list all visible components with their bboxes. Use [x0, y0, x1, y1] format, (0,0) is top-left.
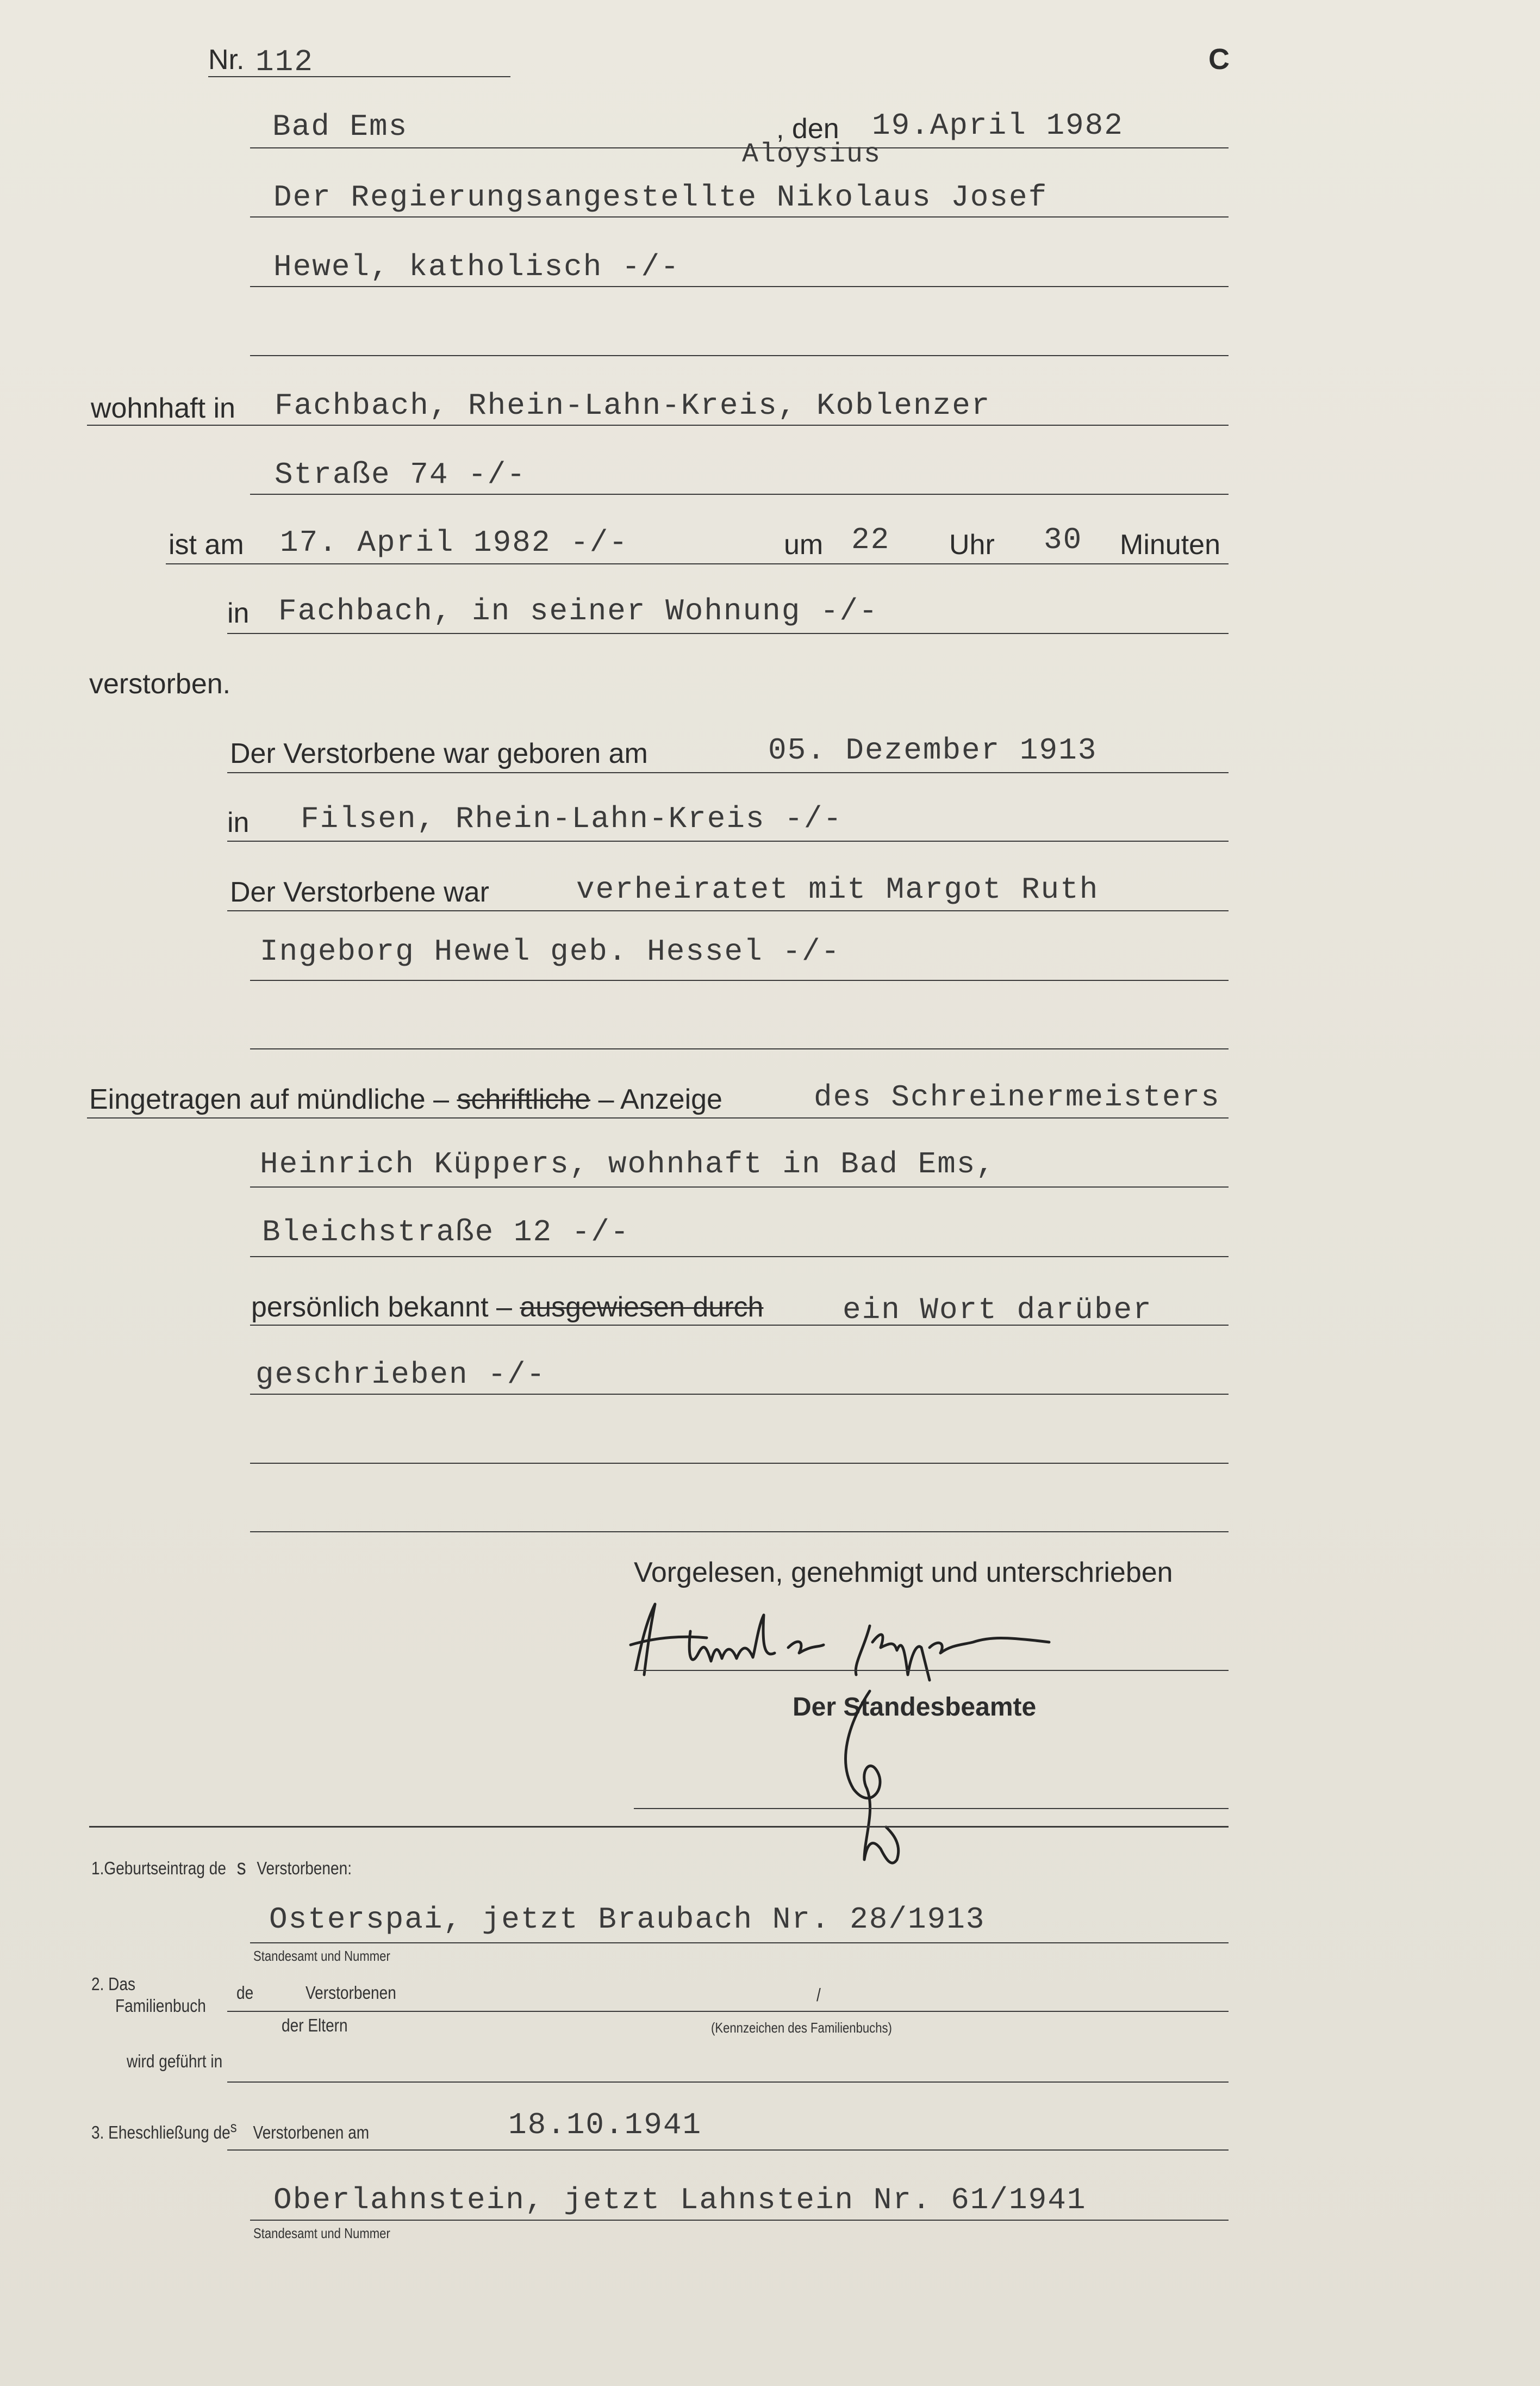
time-minutes: 30: [1044, 523, 1083, 557]
person-line-3-rule: [250, 355, 1229, 356]
residence-line-1: Fachbach, Rhein-Lahn-Kreis, Koblenzer: [275, 388, 991, 423]
name-insert: Aloysius: [742, 139, 882, 170]
birth-entry-prefix: 1.Geburtseintrag de: [91, 1858, 226, 1878]
place-date-line: [250, 147, 1229, 148]
familybook-de: de: [236, 1983, 254, 2003]
married-line-2-rule: [250, 980, 1229, 981]
registrar-label: Der Standesbeamte: [793, 1693, 1037, 1722]
familybook-kept: wird geführt in: [127, 2051, 223, 2071]
marriage-label: 3. Eheschließung de: [91, 2122, 230, 2142]
born-date: 05. Dezember 1913: [768, 733, 1098, 768]
residence-label: wohnhaft in: [91, 393, 235, 424]
date-value: 19.April 1982: [872, 108, 1124, 143]
birth-entry-s: s: [236, 1855, 246, 1879]
known-label-group: [251, 1293, 763, 1321]
residence-line-2: Straße 74 -/-: [275, 457, 526, 492]
familybook-kept-rule: [227, 2081, 1229, 2083]
footer-separator: [89, 1826, 1229, 1828]
born-label: Der Verstorbene war geboren am: [230, 738, 648, 769]
registered-prefix: Eingetragen auf mündliche –: [89, 1084, 450, 1115]
informant-line-2: Heinrich Küppers, wohnhaft in Bad Ems,: [260, 1147, 996, 1182]
nr-label: Nr.: [208, 44, 245, 76]
marriage-s: s: [230, 2118, 237, 2135]
person-line-2: Hewel, katholisch -/-: [273, 250, 680, 284]
married-line-3-rule: [250, 1048, 1229, 1049]
time-uhr-label: Uhr: [949, 529, 995, 561]
marriage-date: 18.10.1941: [508, 2108, 702, 2142]
familybook-rule: [227, 2011, 1229, 2012]
known-line-2: geschrieben -/-: [255, 1357, 546, 1392]
known-struck: ausgewiesen durch: [520, 1291, 764, 1323]
married-value: verheiratet mit Margot Ruth: [576, 872, 1099, 907]
informant-signature-rule: [634, 1670, 1229, 1671]
known-rule: [250, 1325, 1229, 1326]
birth-entry-value: Osterspai, jetzt Braubach Nr. 28/1913: [269, 1902, 986, 1937]
nr-line: [208, 76, 510, 77]
registered-rule: [87, 1117, 1229, 1119]
residence-line-1-rule: [87, 425, 1229, 426]
familybook-caption: (Kennzeichen des Familienbuchs): [711, 2020, 892, 2036]
place-value: Bad Ems: [272, 109, 408, 144]
marriage-place-rule: [250, 2220, 1229, 2221]
date-label: , den: [776, 113, 839, 145]
marriage-place: Oberlahnstein, jetzt Lahnstein Nr. 61/1941: [273, 2183, 1087, 2217]
born-in-value: Filsen, Rhein-Lahn-Kreis -/-: [301, 801, 843, 836]
born-rule: [227, 772, 1229, 773]
died-on-label: ist am: [169, 529, 244, 561]
informant-line-3-rule: [250, 1256, 1229, 1257]
birth-entry-rule: [250, 1942, 1229, 1943]
familybook-parents: der Eltern: [282, 2015, 348, 2035]
blank-rule-1: [250, 1463, 1229, 1464]
married-line-2: Ingeborg Hewel geb. Hessel -/-: [260, 934, 841, 969]
informant-line-3: Bleichstraße 12 -/-: [262, 1215, 630, 1250]
informant-signature-image: [625, 1593, 1071, 1686]
marriage-label-group: [91, 2120, 369, 2141]
registered-suffix: – Anzeige: [598, 1084, 722, 1115]
nr-value: 112: [255, 45, 314, 79]
residence-line-2-rule: [250, 494, 1229, 495]
registrar-signature-rule: [634, 1808, 1229, 1809]
time-um-label: um: [784, 529, 824, 561]
died-on-value: 17. April 1982 -/-: [280, 525, 628, 560]
known-value: ein Wort darüber: [843, 1293, 1152, 1327]
born-in-rule: [227, 841, 1229, 842]
registered-label: [89, 1085, 722, 1114]
person-line-1: Der Regierungsangestellte Nikolaus Josef: [273, 180, 1048, 215]
time-hour: 22: [851, 523, 890, 557]
died-in-label: in: [227, 598, 250, 629]
married-rule: [227, 910, 1229, 911]
died-on-rule: [166, 563, 1229, 564]
birth-entry-caption: Standesamt und Nummer: [253, 1948, 390, 1964]
person-line-2-rule: [250, 286, 1229, 287]
copy-letter: C: [1208, 43, 1230, 76]
informant-line-1: des Schreinermeisters: [814, 1080, 1220, 1115]
known-line-2-rule: [250, 1394, 1229, 1395]
time-minuten-label: Minuten: [1120, 529, 1220, 561]
blank-rule-2: [250, 1531, 1229, 1532]
familybook-num: 2. Das: [91, 1974, 136, 1994]
marriage-caption: Standesamt und Nummer: [253, 2225, 390, 2241]
died-in-value: Fachbach, in seiner Wohnung -/-: [278, 594, 878, 629]
familybook-label: Familienbuch: [115, 1996, 206, 2016]
familybook-slash: /: [816, 1985, 821, 2005]
married-label: Der Verstorbene war: [230, 877, 489, 908]
familybook-deceased: Verstorbenen: [305, 1983, 396, 2003]
birth-entry-label: [91, 1856, 352, 1878]
verstorben-label: verstorben.: [89, 668, 231, 700]
birth-entry-suffix: Verstorbenen:: [257, 1858, 352, 1878]
died-in-rule: [227, 633, 1229, 634]
known-label: persönlich bekannt –: [251, 1291, 512, 1323]
read-approved-label: Vorgelesen, genehmigt und unterschrieben: [634, 1557, 1173, 1588]
marriage-date-rule: [227, 2149, 1229, 2151]
registered-struck: schriftliche: [457, 1084, 591, 1115]
registrar-signature-image: [815, 1680, 924, 1876]
marriage-suffix: Verstorbenen am: [253, 2122, 370, 2142]
informant-line-2-rule: [250, 1186, 1229, 1188]
born-in-label: in: [227, 807, 250, 838]
person-line-1-rule: [250, 216, 1229, 218]
